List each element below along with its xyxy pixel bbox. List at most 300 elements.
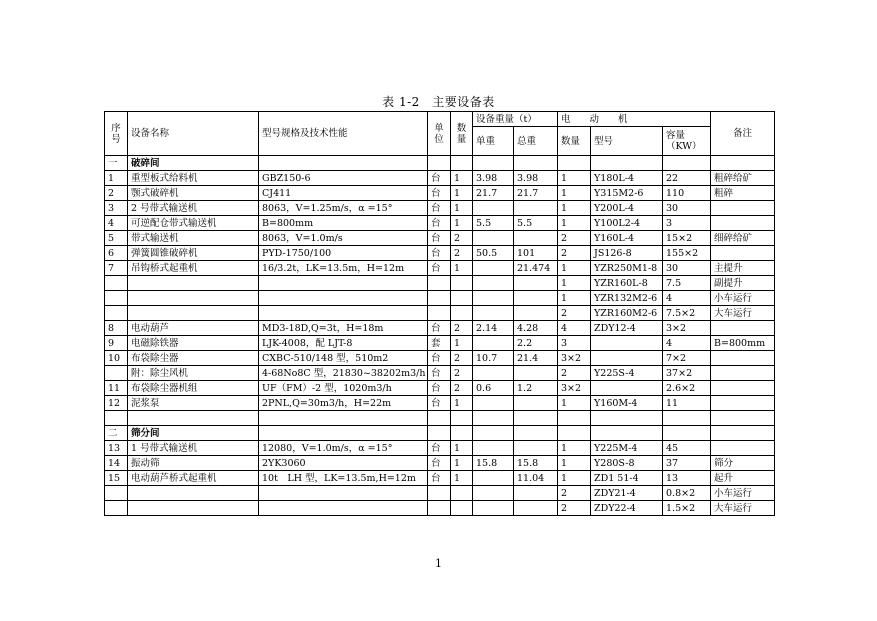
- row-seq: [105, 486, 128, 501]
- table-body: [105, 156, 775, 516]
- row-unit-weight: 15.8: [473, 456, 514, 471]
- row-capacity: 30: [663, 201, 711, 216]
- row-spec: PYD-1750/100: [259, 246, 428, 261]
- row-motor-qty: 2: [558, 501, 591, 516]
- row-seq: 15: [105, 471, 128, 486]
- row-qty: 1: [451, 456, 473, 471]
- row-total-weight: [514, 231, 558, 246]
- row-spec: 4-68No8C 型，21830~38202m3/h: [259, 366, 428, 381]
- row-seq: [105, 276, 128, 291]
- row-remark: 筛分: [711, 456, 775, 471]
- row-unit: [428, 411, 451, 426]
- row-capacity: 1.5×2: [663, 501, 711, 516]
- row-motor-model: ZDY21-4: [591, 486, 663, 501]
- row-capacity: 30: [663, 261, 711, 276]
- row-name: 筛分间: [128, 426, 259, 441]
- row-name: [128, 501, 259, 516]
- row-seq: 二: [105, 426, 128, 441]
- row-name: [128, 276, 259, 291]
- row-motor-model: Y200L-4: [591, 201, 663, 216]
- row-spec: GBZ150-6: [259, 171, 428, 186]
- row-spec: 2PNL,Q=30m3/h，H=22m: [259, 396, 428, 411]
- row-unit: 台: [428, 366, 451, 381]
- row-unit-weight: 2.14: [473, 321, 514, 336]
- table-row: [105, 381, 775, 396]
- row-capacity: 3×2: [663, 321, 711, 336]
- row-unit-weight: [473, 396, 514, 411]
- row-unit: 台: [428, 381, 451, 396]
- row-unit: 套: [428, 336, 451, 351]
- table-row: [105, 321, 775, 336]
- row-seq: 13: [105, 441, 128, 456]
- row-seq: 6: [105, 246, 128, 261]
- row-total-weight: 101: [514, 246, 558, 261]
- row-capacity: 2.6×2: [663, 381, 711, 396]
- row-motor-qty: 1: [558, 396, 591, 411]
- row-unit-weight: [473, 276, 514, 291]
- row-remark: [711, 441, 775, 456]
- row-qty: 1: [451, 336, 473, 351]
- row-name: [128, 291, 259, 306]
- row-spec: [259, 426, 428, 441]
- row-remark: [711, 321, 775, 336]
- row-seq: 1: [105, 171, 128, 186]
- row-remark: [711, 246, 775, 261]
- page-number: 1: [435, 557, 442, 570]
- row-name: 电动葫芦: [128, 321, 259, 336]
- row-remark: 粗碎: [711, 186, 775, 201]
- row-motor-model: Y225M-4: [591, 441, 663, 456]
- row-spec: 12080，V=1.0m/s，α =15°: [259, 441, 428, 456]
- row-motor-qty: 2: [558, 366, 591, 381]
- row-spec: [259, 501, 428, 516]
- row-motor-model: ZDY22-4: [591, 501, 663, 516]
- row-name: 泥浆泵: [128, 396, 259, 411]
- row-unit: 台: [428, 171, 451, 186]
- row-total-weight: [514, 441, 558, 456]
- row-qty: [451, 486, 473, 501]
- row-qty: 1: [451, 171, 473, 186]
- row-seq: 4: [105, 216, 128, 231]
- row-spec: B=800mm: [259, 216, 428, 231]
- row-capacity: 7×2: [663, 351, 711, 366]
- row-seq: 7: [105, 261, 128, 276]
- row-spec: [259, 306, 428, 321]
- row-seq: [105, 291, 128, 306]
- row-capacity: [663, 411, 711, 426]
- row-remark: 大车运行: [711, 306, 775, 321]
- row-seq: [105, 501, 128, 516]
- row-motor-qty: 3×2: [558, 381, 591, 396]
- row-qty: 1: [451, 471, 473, 486]
- row-name: 电磁除铁器: [128, 336, 259, 351]
- table-row: [105, 216, 775, 231]
- row-capacity: 45: [663, 441, 711, 456]
- row-unit: 台: [428, 186, 451, 201]
- row-capacity: 37×2: [663, 366, 711, 381]
- row-capacity: 22: [663, 171, 711, 186]
- row-total-weight: [514, 306, 558, 321]
- row-qty: [451, 156, 473, 171]
- row-total-weight: [514, 486, 558, 501]
- row-unit: 台: [428, 246, 451, 261]
- row-motor-model: Y180L-4: [591, 171, 663, 186]
- row-total-weight: 2.2: [514, 336, 558, 351]
- row-name: [128, 306, 259, 321]
- table-row: [105, 351, 775, 366]
- row-remark: 大车运行: [711, 501, 775, 516]
- row-unit-weight: 21.7: [473, 186, 514, 201]
- header-motor-group: 电 动 机: [558, 112, 711, 127]
- row-capacity: 15×2: [663, 231, 711, 246]
- row-unit-weight: [473, 291, 514, 306]
- row-motor-model: Y160L-4: [591, 231, 663, 246]
- row-name: 2 号带式输送机: [128, 201, 259, 216]
- row-name: 可逆配仓带式输送机: [128, 216, 259, 231]
- row-spec: [259, 291, 428, 306]
- row-unit-weight: [473, 336, 514, 351]
- row-total-weight: [514, 291, 558, 306]
- table-row: [105, 486, 775, 501]
- row-spec: [259, 486, 428, 501]
- row-name: 布袋除尘器: [128, 351, 259, 366]
- row-motor-qty: [558, 156, 591, 171]
- table-row: [105, 411, 775, 426]
- row-motor-qty: 1: [558, 456, 591, 471]
- row-motor-model: ZDY12-4: [591, 321, 663, 336]
- row-name: 重型板式给料机: [128, 171, 259, 186]
- row-unit: 台: [428, 216, 451, 231]
- row-remark: [711, 396, 775, 411]
- row-qty: 2: [451, 231, 473, 246]
- row-spec: CJ411: [259, 186, 428, 201]
- row-qty: 2: [451, 366, 473, 381]
- row-unit: [428, 276, 451, 291]
- row-total-weight: 21.7: [514, 186, 558, 201]
- row-motor-qty: 1: [558, 186, 591, 201]
- row-unit-weight: [473, 411, 514, 426]
- row-remark: 副提升: [711, 276, 775, 291]
- row-total-weight: [514, 426, 558, 441]
- row-motor-model: Y225S-4: [591, 366, 663, 381]
- row-total-weight: [514, 201, 558, 216]
- row-unit-weight: [473, 231, 514, 246]
- row-unit: 台: [428, 441, 451, 456]
- row-name: 吊钩桥式起重机: [128, 261, 259, 276]
- table-row: [105, 156, 775, 171]
- header-remark: 备注: [711, 112, 775, 156]
- row-motor-qty: 4: [558, 321, 591, 336]
- row-motor-qty: 1: [558, 171, 591, 186]
- row-qty: 1: [451, 186, 473, 201]
- row-unit: 台: [428, 456, 451, 471]
- row-motor-qty: 1: [558, 291, 591, 306]
- row-motor-model: Y100L2-4: [591, 216, 663, 231]
- row-unit: 台: [428, 471, 451, 486]
- header-unit: 单位: [428, 112, 451, 156]
- row-seq: 11: [105, 381, 128, 396]
- row-spec: MD3-18D,Q=3t，H=18m: [259, 321, 428, 336]
- row-remark: [711, 156, 775, 171]
- row-motor-model: YZR160M2-6: [591, 306, 663, 321]
- row-motor-model: [591, 381, 663, 396]
- row-seq: [105, 411, 128, 426]
- row-unit-weight: 5.5: [473, 216, 514, 231]
- row-seq: 5: [105, 231, 128, 246]
- row-motor-qty: [558, 426, 591, 441]
- row-seq: 8: [105, 321, 128, 336]
- row-remark: [711, 366, 775, 381]
- header-weight-group: 设备重量（t）: [473, 112, 558, 127]
- table-row: [105, 201, 775, 216]
- row-qty: [451, 276, 473, 291]
- row-motor-qty: 3×2: [558, 351, 591, 366]
- row-name: 电动葫芦桥式起重机: [128, 471, 259, 486]
- row-remark: [711, 426, 775, 441]
- row-remark: 起升: [711, 471, 775, 486]
- row-unit-weight: [473, 306, 514, 321]
- row-unit-weight: [473, 426, 514, 441]
- row-unit-weight: [473, 201, 514, 216]
- row-qty: 1: [451, 216, 473, 231]
- row-motor-qty: 1: [558, 216, 591, 231]
- row-unit-weight: 3.98: [473, 171, 514, 186]
- table-row: [105, 471, 775, 486]
- row-total-weight: 11.04: [514, 471, 558, 486]
- row-spec: [259, 276, 428, 291]
- row-motor-model: [591, 156, 663, 171]
- table-title: 表 1-2 主要设备表: [382, 95, 495, 109]
- row-remark: [711, 201, 775, 216]
- row-spec: UF（FM）-2 型，1020m3/h: [259, 381, 428, 396]
- table-row: [105, 426, 775, 441]
- row-seq: 2: [105, 186, 128, 201]
- row-motor-qty: 2: [558, 486, 591, 501]
- row-seq: 一: [105, 156, 128, 171]
- row-total-weight: 15.8: [514, 456, 558, 471]
- row-motor-qty: 1: [558, 441, 591, 456]
- row-remark: 小车运行: [711, 486, 775, 501]
- row-capacity: 0.8×2: [663, 486, 711, 501]
- row-qty: [451, 411, 473, 426]
- row-unit-weight: [473, 501, 514, 516]
- row-motor-qty: 1: [558, 261, 591, 276]
- row-total-weight: [514, 276, 558, 291]
- row-motor-qty: 2: [558, 306, 591, 321]
- table-row: [105, 501, 775, 516]
- row-qty: 1: [451, 441, 473, 456]
- row-remark: 主提升: [711, 261, 775, 276]
- row-name: 弹簧圆锥破碎机: [128, 246, 259, 261]
- header-name: 设备名称: [128, 112, 259, 156]
- row-motor-qty: 2: [558, 231, 591, 246]
- row-qty: 1: [451, 261, 473, 276]
- equipment-table: [104, 111, 775, 516]
- row-name: 振动筛: [128, 456, 259, 471]
- row-name: 颚式破碎机: [128, 186, 259, 201]
- row-motor-model: Y160M-4: [591, 396, 663, 411]
- row-qty: 2: [451, 321, 473, 336]
- table-row: [105, 231, 775, 246]
- row-name: 破碎间: [128, 156, 259, 171]
- header-seq: 序号: [105, 112, 128, 156]
- row-unit: 台: [428, 201, 451, 216]
- row-capacity: 4: [663, 291, 711, 306]
- table-row: [105, 336, 775, 351]
- table-row: [105, 306, 775, 321]
- row-name: [128, 486, 259, 501]
- row-motor-qty: 1: [558, 471, 591, 486]
- table-row: [105, 441, 775, 456]
- row-unit-weight: 10.7: [473, 351, 514, 366]
- row-spec: [259, 411, 428, 426]
- row-spec: 10t LH 型，LK=13.5m,H=12m: [259, 471, 428, 486]
- row-total-weight: [514, 411, 558, 426]
- row-capacity: 7.5×2: [663, 306, 711, 321]
- table-header: [105, 112, 775, 156]
- row-unit-weight: 50.5: [473, 246, 514, 261]
- header-total-weight: 总重: [514, 127, 558, 156]
- row-unit-weight: 0.6: [473, 381, 514, 396]
- row-motor-model: JS126-8: [591, 246, 663, 261]
- table-row: [105, 276, 775, 291]
- row-qty: 1: [451, 201, 473, 216]
- row-motor-model: YZR160L-8: [591, 276, 663, 291]
- row-total-weight: 5.5: [514, 216, 558, 231]
- row-unit: 台: [428, 261, 451, 276]
- row-qty: 2: [451, 381, 473, 396]
- row-capacity: [663, 156, 711, 171]
- row-motor-model: [591, 426, 663, 441]
- table-row: [105, 366, 775, 381]
- row-motor-qty: 2: [558, 246, 591, 261]
- table-row: [105, 396, 775, 411]
- row-unit: 台: [428, 396, 451, 411]
- row-spec: 8063，V=1.25m/s，α =15°: [259, 201, 428, 216]
- row-name: 带式输送机: [128, 231, 259, 246]
- row-name: [128, 411, 259, 426]
- row-qty: 2: [451, 351, 473, 366]
- row-qty: [451, 501, 473, 516]
- row-unit: [428, 426, 451, 441]
- row-spec: LJK-4008，配 LJT-8: [259, 336, 428, 351]
- header-qty: 数量: [451, 112, 473, 156]
- row-unit: 台: [428, 321, 451, 336]
- row-qty: 2: [451, 246, 473, 261]
- row-spec: CXBC-510/148 型，510m2: [259, 351, 428, 366]
- header-motor-model: 型号: [591, 127, 663, 156]
- row-unit-weight: [473, 486, 514, 501]
- row-capacity: [663, 426, 711, 441]
- row-motor-model: ZD1 51-4: [591, 471, 663, 486]
- row-capacity: 155×2: [663, 246, 711, 261]
- table-row: [105, 171, 775, 186]
- row-capacity: 13: [663, 471, 711, 486]
- row-seq: 14: [105, 456, 128, 471]
- row-name: 1 号带式输送机: [128, 441, 259, 456]
- row-qty: [451, 426, 473, 441]
- header-unit-weight: 单重: [473, 127, 514, 156]
- row-motor-model: Y280S-8: [591, 456, 663, 471]
- row-total-weight: [514, 396, 558, 411]
- row-total-weight: 1.2: [514, 381, 558, 396]
- row-capacity: 37: [663, 456, 711, 471]
- table-row: [105, 246, 775, 261]
- row-total-weight: 21.4: [514, 351, 558, 366]
- row-remark: B=800mm: [711, 336, 775, 351]
- row-unit: [428, 291, 451, 306]
- row-total-weight: [514, 366, 558, 381]
- row-capacity: 7.5: [663, 276, 711, 291]
- row-seq: 10: [105, 351, 128, 366]
- table-row: [105, 456, 775, 471]
- row-total-weight: [514, 156, 558, 171]
- header-motor-qty: 数量: [558, 127, 591, 156]
- row-seq: [105, 366, 128, 381]
- row-qty: [451, 291, 473, 306]
- row-total-weight: 3.98: [514, 171, 558, 186]
- row-motor-qty: 1: [558, 276, 591, 291]
- row-total-weight: [514, 501, 558, 516]
- row-unit-weight: [473, 471, 514, 486]
- row-motor-qty: [558, 411, 591, 426]
- row-unit: [428, 501, 451, 516]
- header-capacity: 容量（KW）: [663, 127, 711, 156]
- row-total-weight: 21.474: [514, 261, 558, 276]
- row-motor-model: [591, 351, 663, 366]
- row-remark: [711, 411, 775, 426]
- row-remark: 粗碎给矿: [711, 171, 775, 186]
- row-motor-model: [591, 336, 663, 351]
- row-motor-model: YZR132M2-6: [591, 291, 663, 306]
- row-unit-weight: [473, 441, 514, 456]
- row-capacity: 11: [663, 396, 711, 411]
- row-remark: [711, 216, 775, 231]
- row-qty: [451, 306, 473, 321]
- row-spec: [259, 156, 428, 171]
- row-remark: [711, 381, 775, 396]
- row-unit: [428, 486, 451, 501]
- row-unit: 台: [428, 231, 451, 246]
- row-name: 布袋除尘器机组: [128, 381, 259, 396]
- row-unit: 台: [428, 351, 451, 366]
- row-spec: 8063，V=1.0m/s: [259, 231, 428, 246]
- row-motor-model: Y315M2-6: [591, 186, 663, 201]
- table-row: [105, 261, 775, 276]
- header-spec: 型号规格及技术性能: [259, 112, 428, 156]
- row-seq: 9: [105, 336, 128, 351]
- row-motor-model: [591, 411, 663, 426]
- row-spec: 16/3.2t，LK=13.5m，H=12m: [259, 261, 428, 276]
- table-row: [105, 186, 775, 201]
- row-qty: 1: [451, 396, 473, 411]
- row-name: 附：除尘风机: [128, 366, 259, 381]
- row-unit-weight: [473, 156, 514, 171]
- row-motor-model: YZR250M1-8: [591, 261, 663, 276]
- row-spec: 2YK3060: [259, 456, 428, 471]
- row-motor-qty: 1: [558, 201, 591, 216]
- row-unit: [428, 156, 451, 171]
- row-seq: 3: [105, 201, 128, 216]
- row-seq: 12: [105, 396, 128, 411]
- row-unit-weight: [473, 366, 514, 381]
- row-unit: [428, 306, 451, 321]
- row-motor-qty: 3: [558, 336, 591, 351]
- row-total-weight: 4.28: [514, 321, 558, 336]
- row-unit-weight: [473, 261, 514, 276]
- row-capacity: 4: [663, 336, 711, 351]
- row-remark: [711, 351, 775, 366]
